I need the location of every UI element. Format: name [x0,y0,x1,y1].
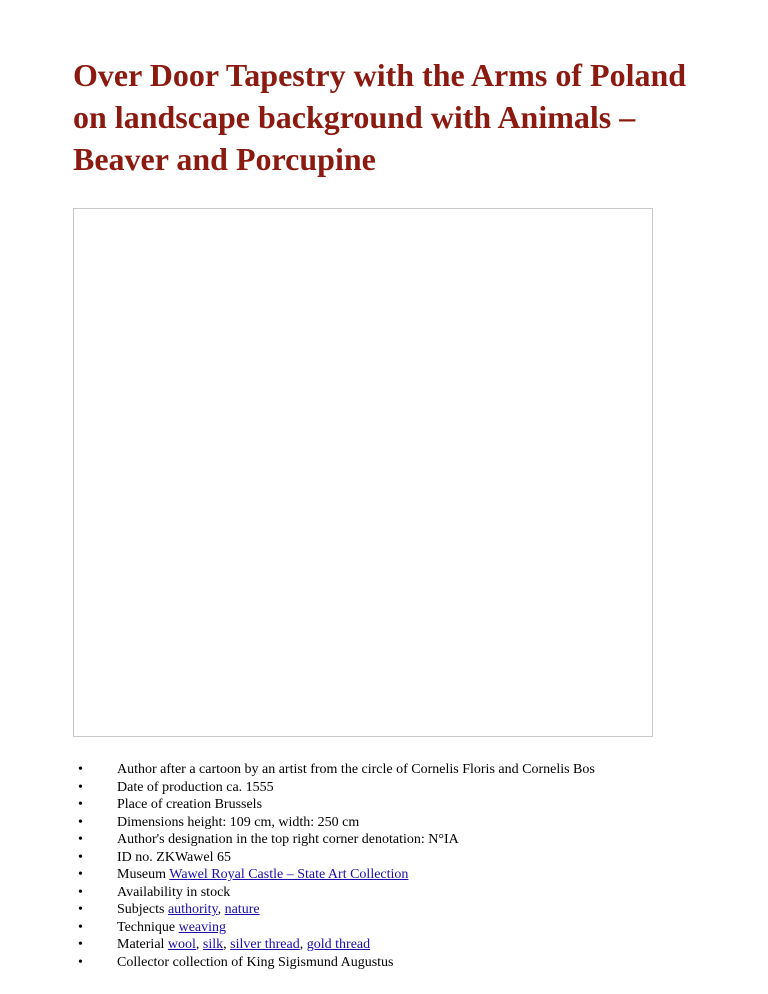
detail-value: in the top right corner denotation: N°IA [236,832,459,847]
museum-link[interactable]: Wawel Royal Castle – State Art Collection [169,867,409,882]
detail-label: Material [117,937,165,952]
detail-museum [73,866,695,884]
detail-label: Author [117,762,157,777]
detail-dimensions [73,814,695,832]
bullet: • [78,867,83,882]
material-link-gold-thread[interactable]: gold thread [306,937,371,952]
detail-label: Date of production [117,779,223,795]
detail-label: Museum [117,867,166,882]
detail-availability [73,884,695,902]
detail-technique [73,919,695,937]
bullet: • [78,832,83,847]
detail-label: Technique [117,919,176,935]
subject-link-nature[interactable]: nature [224,902,260,917]
detail-value: collection of King Sigismund Augustus [172,954,394,970]
material-link-silver-thread[interactable]: silver thread [230,937,300,952]
detail-value: after a cartoon by an artist from the circle of Cornelis Floris and Cornelis Bos [160,762,595,777]
bullet: • [78,849,83,865]
bullet: • [78,779,83,795]
bullet: • [78,762,83,777]
detail-designation [73,831,695,849]
detail-date [73,779,695,797]
artwork-image-placeholder [73,208,653,737]
bullet: • [78,884,83,900]
detail-value: height: 109 cm, width: 250 cm [187,814,360,830]
technique-link-weaving[interactable]: weaving [178,919,227,935]
detail-value: ca. 1555 [226,779,274,795]
detail-label: Collector [117,954,170,970]
detail-label: ID no. [117,849,153,865]
detail-material: • Material wool, silk, silver thread, gold thread [78,937,371,952]
detail-value: in stock [186,884,231,900]
detail-subjects: • Subjects authority, nature [78,902,260,917]
detail-label: Subjects [117,902,165,917]
bullet: • [78,954,83,970]
page-title: Over Door Tapestry with the Arms of Poland on landscape background with Animals – Beaver and Porcupine [73,57,687,177]
detail-place [73,796,695,814]
detail-id-no [73,849,695,867]
detail-collector [73,954,695,972]
detail-value: ZKWawel 65 [156,849,231,865]
details-list [73,761,695,971]
bullet: • [78,797,83,812]
bullet: • [78,919,83,935]
detail-label: Availability [117,884,183,900]
detail-label: Author's designation [117,832,233,847]
bullet: • [78,814,83,830]
detail-label: Place of creation [117,797,212,812]
material-link-silk[interactable]: silk [202,937,224,952]
bullet: • [78,902,83,917]
subject-link-authority[interactable]: authority [167,902,218,917]
material-link-wool[interactable]: wool [167,937,196,952]
bullet: • [78,937,83,952]
detail-label: Dimensions [117,814,184,830]
detail-value: Brussels [214,797,263,812]
detail-author [73,761,695,779]
